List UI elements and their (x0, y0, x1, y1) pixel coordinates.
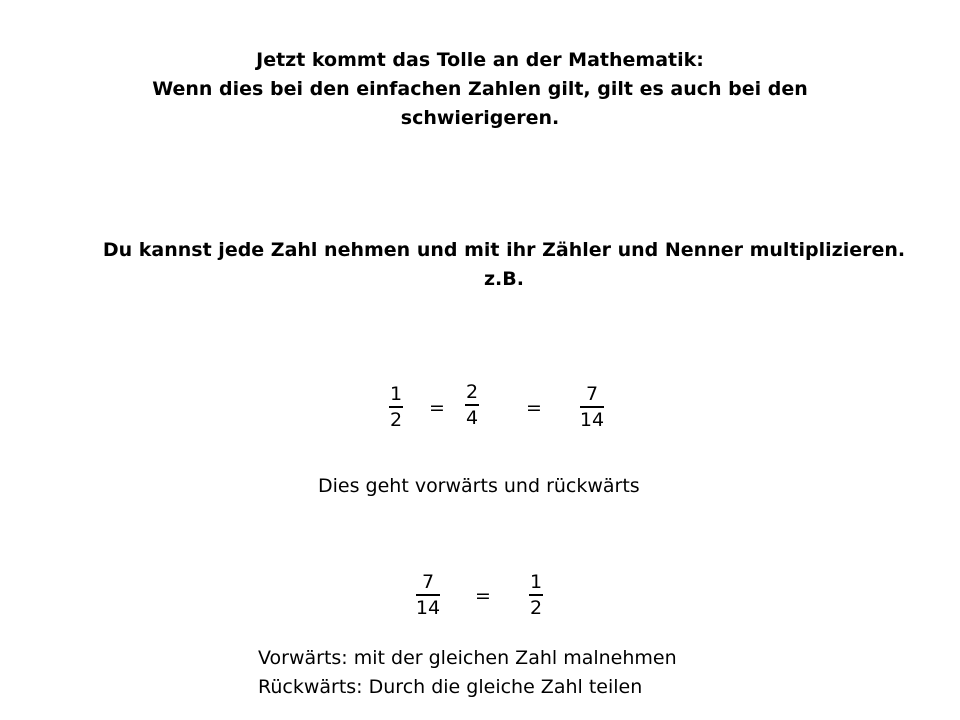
fraction-two-fourths (442, 380, 502, 430)
equals-sign: = (429, 397, 445, 419)
rule-backward: Rückwärts: Durch die gleiche Zahl teilen (258, 676, 643, 698)
fraction-seven-fourteenths (398, 570, 458, 620)
heading-line-2: Wenn dies bei den einfachen Zahlen gilt, gilt es auch bei den (152, 78, 808, 100)
numerator: 7 (421, 571, 435, 593)
fraction-seven-fourteenths (562, 382, 622, 432)
denominator: 2 (529, 597, 543, 619)
fraction-one-half (506, 570, 566, 620)
denominator: 2 (389, 409, 403, 431)
heading-line-3: schwierigeren. (400, 107, 560, 129)
equals-sign: = (526, 397, 542, 419)
numerator: 2 (465, 381, 479, 403)
denominator: 4 (465, 407, 479, 429)
denominator: 14 (415, 597, 441, 619)
numerator: 1 (389, 383, 403, 405)
note-text: Dies geht vorwärts und rückwärts (318, 475, 640, 497)
intro-line-1: Du kannst jede Zahl nehmen und mit ihr Zähler und Nenner multiplizieren. (102, 239, 906, 261)
intro-line-2: z.B. (484, 268, 524, 290)
numerator: 7 (585, 383, 599, 405)
equals-sign: = (475, 585, 491, 607)
rule-forward: Vorwärts: mit der gleichen Zahl malnehmen (258, 647, 677, 669)
fraction-one-half (366, 382, 426, 432)
heading-line-1: Jetzt kommt das Tolle an der Mathematik: (256, 49, 704, 71)
numerator: 1 (529, 571, 543, 593)
denominator: 14 (579, 409, 605, 431)
